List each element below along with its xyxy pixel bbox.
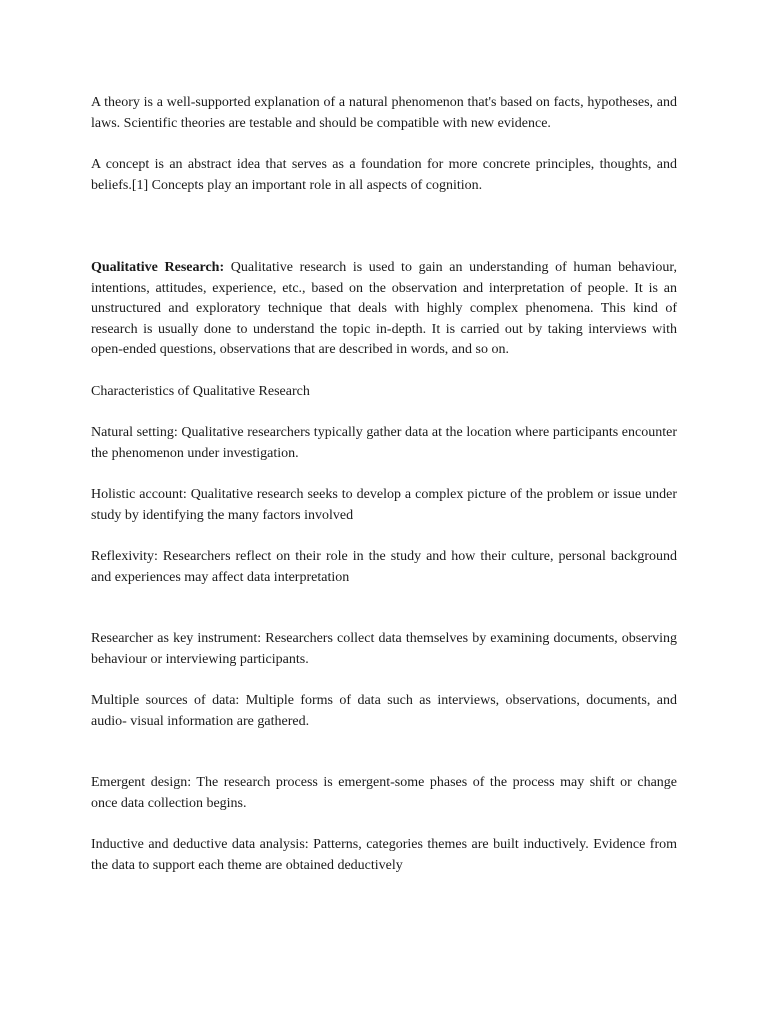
- key-instrument-paragraph: Researcher as key instrument: Researchers collect data themselves by examining documents, observing behaviour or interviewing participants.: [91, 631, 677, 667]
- multiple-sources-paragraph: Multiple sources of data: Multiple forms of data such as interviews, observations, documents, and audio- visual information are gathered.: [91, 693, 677, 729]
- reflexivity-paragraph: Reflexivity: Researchers reflect on their role in the study and how their culture, personal background and experiences may affect data interpretation: [91, 549, 677, 585]
- qualitative-research-lead: Qualitative Research:: [91, 260, 225, 275]
- document-body: [91, 93, 677, 876]
- qualitative-research-body: Qualitative research is used to gain an understanding of human behaviour, intentions, attitudes, experience, etc., based on the observation and interpretation of people. It is an unstructured and exploratory technique that deals with highly complex phenomena. This kind of research is usually done to understand the topic in-depth. It is carried out by taking interviews with open-ended questions, observations that are described in words, and so on.: [91, 260, 677, 357]
- characteristics-heading: Characteristics of Qualitative Research: [91, 383, 310, 399]
- emergent-design-paragraph: Emergent design: The research process is emergent-some phases of the process may shift or change once data collection begins.: [91, 775, 677, 811]
- data-analysis-paragraph: Inductive and deductive data analysis: Patterns, categories themes are built inductively. Evidence from the data to support each theme are obtained deductively: [91, 837, 677, 873]
- holistic-account-paragraph: Holistic account: Qualitative research seeks to develop a complex picture of the problem or issue under study by identifying the many factors involved: [91, 487, 677, 523]
- qualitative-research-paragraph: [91, 258, 677, 361]
- theory-paragraph: A theory is a well-supported explanation of a natural phenomenon that's based on facts, hypotheses, and laws. Scientific theories are testable and should be compatible with new evidence.: [91, 95, 677, 131]
- concept-paragraph: A concept is an abstract idea that serves as a foundation for more concrete principles, thoughts, and beliefs.[1] Concepts play an important role in all aspects of cognition.: [91, 157, 677, 193]
- natural-setting-paragraph: Natural setting: Qualitative researchers typically gather data at the location where participants encounter the phenomenon under investigation.: [91, 425, 677, 461]
